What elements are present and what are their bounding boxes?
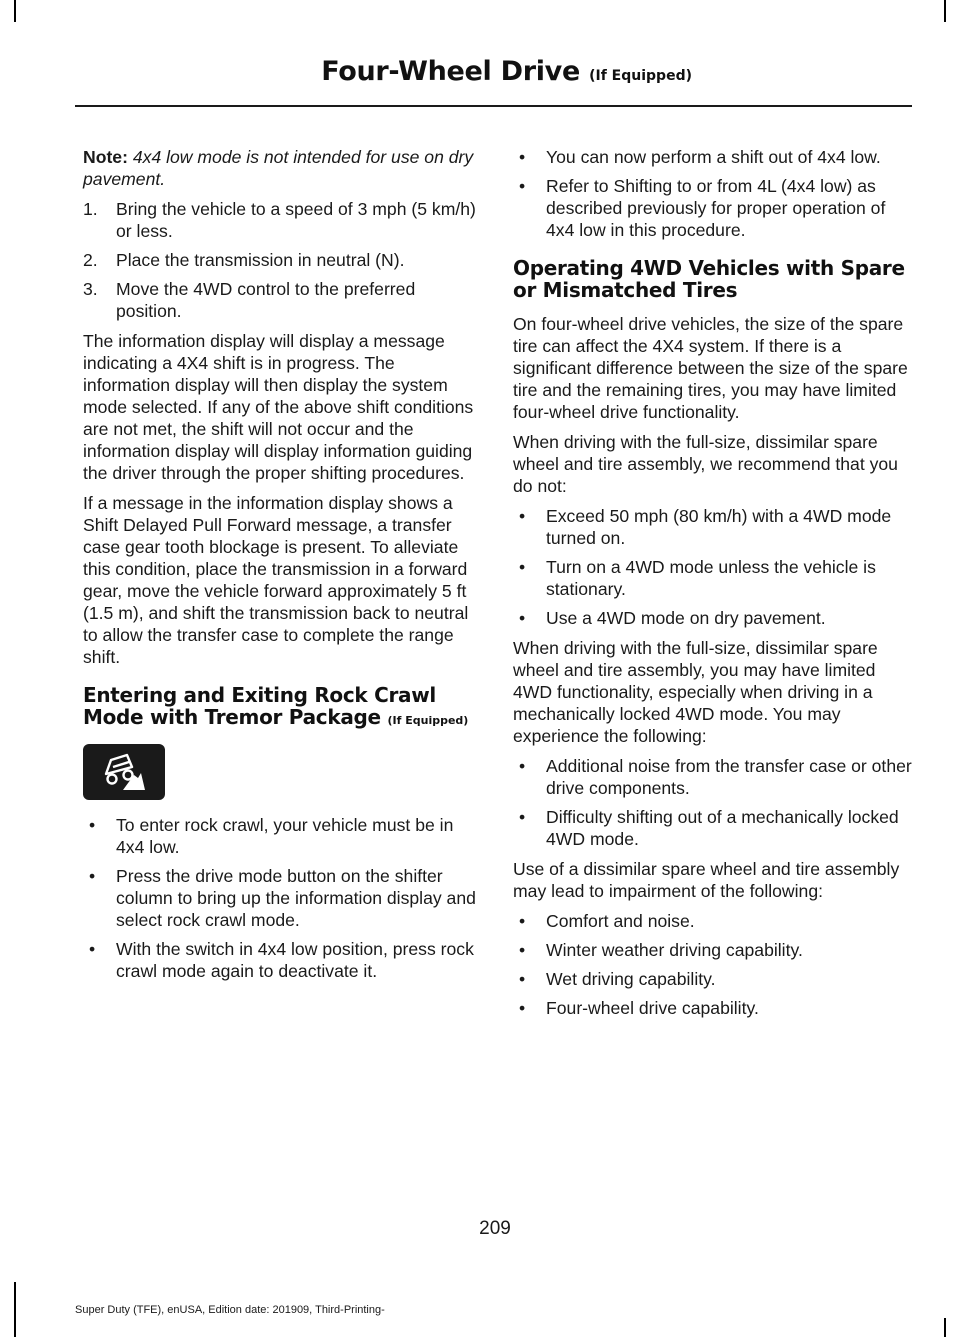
list-item: • Comfort and noise. bbox=[519, 911, 695, 931]
paragraph: Use of a dissimilar spare wheel and tire assembly may lead to impairment of the following: bbox=[513, 859, 900, 901]
page-header-title: Four-Wheel Drive (If Equipped) bbox=[321, 56, 692, 87]
left-column bbox=[83, 146, 478, 990]
paragraph: The information display will display a message indicating a 4X4 shift is in progress. The information display will then display the system mode selected. If any of the above shift conditions are not met, the shift will not occur and the information display will display information guiding the driver through the proper shifting procedures. bbox=[83, 331, 474, 483]
header-rule bbox=[75, 105, 912, 107]
paragraph: When driving with the full-size, dissimilar spare wheel and tire assembly, you may have limited 4WD functionality, especially when driving in a mechanically locked 4WD mode. You may experience the following: bbox=[513, 638, 878, 746]
list-item: • You can now perform a shift out of 4x4 low. bbox=[519, 147, 881, 167]
list-item: • Winter weather driving capability. bbox=[519, 940, 803, 960]
crop-mark bbox=[944, 1318, 946, 1337]
heading-suffix: (If Equipped) bbox=[387, 714, 469, 727]
page-number: 209 bbox=[479, 1218, 511, 1239]
rock-crawl-icon bbox=[83, 744, 165, 800]
do-not-list bbox=[513, 505, 913, 629]
note-label: Note: bbox=[83, 147, 128, 167]
note bbox=[83, 146, 478, 190]
impairment-list bbox=[513, 910, 913, 1019]
shift-out-list bbox=[513, 146, 913, 241]
list-item: • Turn on a 4WD mode unless the vehicle is stationary. bbox=[519, 557, 876, 599]
list-item: • With the switch in 4x4 low position, press rock crawl mode again to deactivate it. bbox=[89, 939, 474, 981]
step-item: 1. Bring the vehicle to a speed of 3 mph (5 km/h) or less. bbox=[83, 199, 476, 241]
list-item: • Exceed 50 mph (80 km/h) with a 4WD mode turned on. bbox=[519, 506, 892, 548]
paragraph: If a message in the information display shows a Shift Delayed Pull Forward message, a transfer case gear tooth blockage is present. To alleviate this condition, place the transmission in a forward gear, move the vehicle forward approximately 5 ft (1.5 m), and shift the transmission back to neutral to allow the transfer case to complete the range shift. bbox=[83, 493, 469, 667]
crop-mark bbox=[14, 1282, 16, 1337]
list-item: • Press the drive mode button on the shifter column to bring up the information display and select rock crawl mode. bbox=[89, 866, 476, 930]
list-item: • To enter rock crawl, your vehicle must be in 4x4 low. bbox=[89, 815, 454, 857]
step-item: 2. Place the transmission in neutral (N). bbox=[83, 250, 405, 270]
list-item: • Additional noise from the transfer case or other drive components. bbox=[519, 756, 912, 798]
section-heading-spare-tires: Operating 4WD Vehicles with Spare or Mismatched Tires bbox=[513, 256, 905, 302]
crop-mark bbox=[14, 0, 16, 22]
list-item: • Use a 4WD mode on dry pavement. bbox=[519, 608, 826, 628]
paragraph: On four-wheel drive vehicles, the size of the spare tire can affect the 4X4 system. If there is a significant difference between the size of the spare tire and the remaining tires, you may have limited four-wheel drive functionality. bbox=[513, 314, 908, 422]
section-heading-rock-crawl: Entering and Exiting Rock Crawl Mode with Tremor Package (If Equipped) bbox=[83, 683, 469, 729]
paragraph: When driving with the full-size, dissimilar spare wheel and tire assembly, we recommend that you do not: bbox=[513, 432, 898, 496]
experience-list bbox=[513, 755, 913, 850]
list-item: • Wet driving capability. bbox=[519, 969, 716, 989]
list-item: • Difficulty shifting out of a mechanically locked 4WD mode. bbox=[519, 807, 899, 849]
procedure-steps bbox=[83, 198, 478, 322]
right-column bbox=[513, 146, 913, 1027]
list-item: • Refer to Shifting to or from 4L (4x4 low) as described previously for proper operation of 4x4 low in this procedure. bbox=[519, 176, 886, 240]
footer-edition: Super Duty (TFE), enUSA, Edition date: 201909, Third-Printing- bbox=[75, 1304, 385, 1316]
header-title-suffix: (If Equipped) bbox=[589, 68, 692, 84]
rock-crawl-list bbox=[83, 814, 478, 982]
note-text: 4x4 low mode is not intended for use on dry pavement. bbox=[83, 147, 474, 189]
list-item: • Four-wheel drive capability. bbox=[519, 998, 759, 1018]
step-item: 3. Move the 4WD control to the preferred position. bbox=[83, 279, 416, 321]
crop-mark bbox=[944, 0, 946, 22]
